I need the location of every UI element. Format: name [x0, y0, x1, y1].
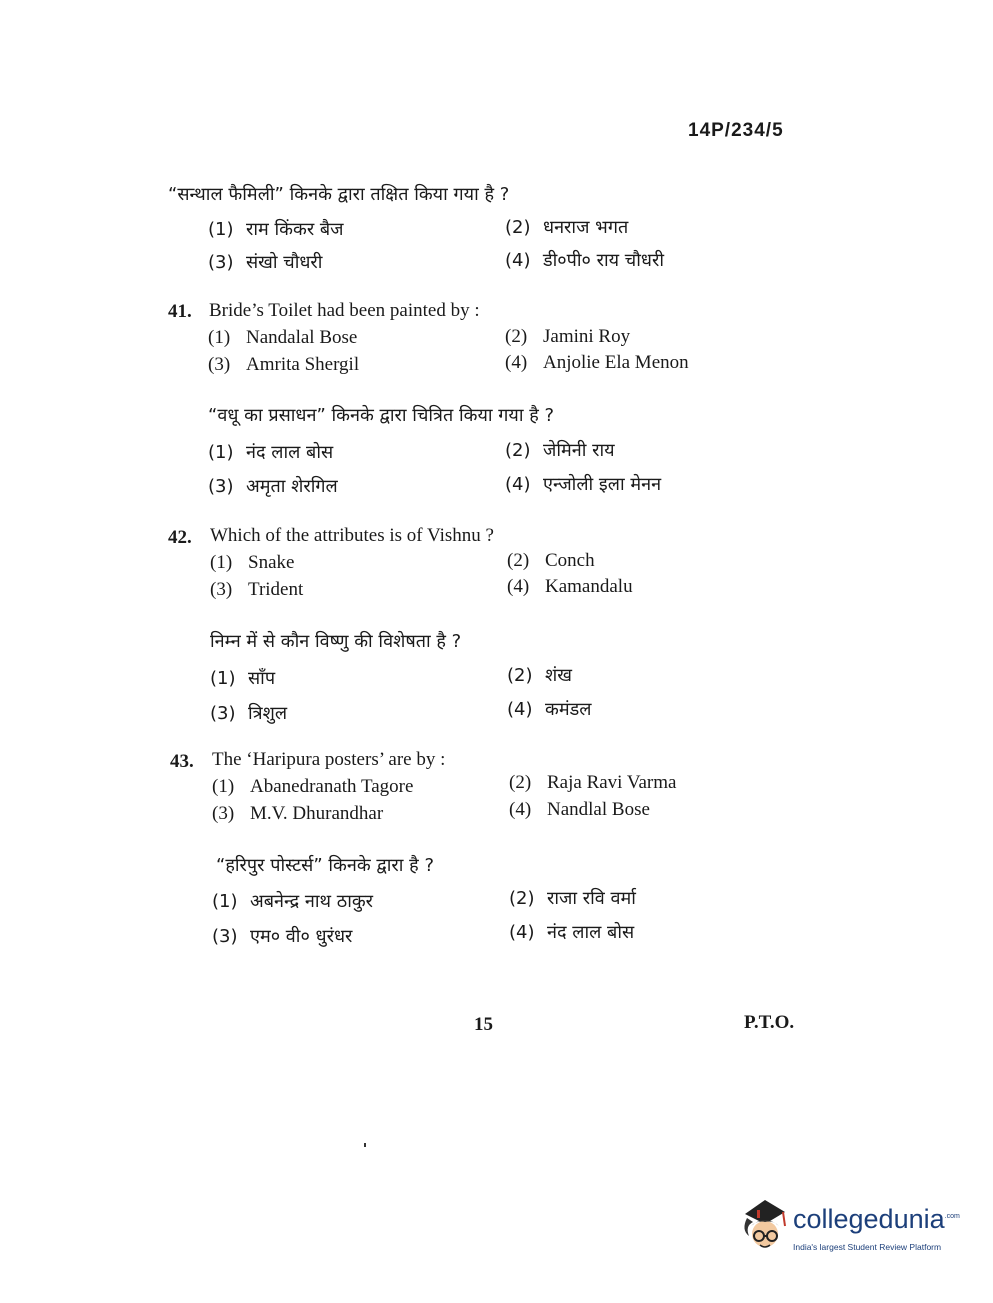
q40-hindi-question: “सन्थाल फैमिली” किनके द्वारा तक्षित किया गया है ? [168, 184, 510, 205]
q41-option-3: (3) Amrita Shergil [208, 354, 360, 375]
q42-option-1: (1) Snake [210, 552, 295, 573]
q41-hindi-option-2: (2) जेमिनी राय [505, 440, 615, 461]
q42-hindi-option-1: (1) साँप [210, 668, 276, 689]
pto-label: P.T.O. [744, 1012, 795, 1033]
paper-code: 14P/234/5 [688, 120, 784, 141]
q43-hindi-option-1: (1) अबनेन्द्र नाथ ठाकुर [212, 891, 374, 912]
q41-hindi-option-3: (3) अमृता शेरगिल [208, 476, 338, 497]
q43-question: The ‘Haripura posters’ are by : [212, 749, 446, 770]
q42-hindi-option-4: (4) कमंडल [507, 699, 592, 720]
q42-option-4: (4) Kamandalu [507, 576, 633, 597]
q43-number: 43. [170, 751, 194, 772]
q43-hindi-option-3: (3) एम० वी० धुरंधर [212, 926, 353, 947]
q41-option-4: (4) Anjolie Ela Menon [505, 352, 689, 373]
q42-hindi-question: निम्न में से कौन विष्णु की विशेषता है ? [210, 631, 462, 652]
q40-hindi-option-4: (4) डी०पी० राय चौधरी [505, 250, 664, 271]
q42-number: 42. [168, 527, 192, 548]
page-number: 15 [474, 1014, 493, 1035]
q42-question: Which of the attributes is of Vishnu ? [210, 525, 494, 546]
q41-number: 41. [168, 301, 192, 322]
q41-hindi-option-1: (1) नंद लाल बोस [208, 442, 334, 463]
q41-question: Bride’s Toilet had been painted by : [209, 300, 480, 321]
scan-speck [364, 1143, 366, 1147]
q43-hindi-option-4: (4) नंद लाल बोस [509, 922, 635, 943]
q41-option-1: (1) Nandalal Bose [208, 327, 358, 348]
brand-tagline: India's largest Student Review Platform [793, 1242, 942, 1252]
q40-hindi-option-1: (1) राम किंकर बैज [208, 219, 344, 240]
q43-option-2: (2) Raja Ravi Varma [509, 772, 677, 793]
q41-hindi-option-4: (4) एन्जोली इला मेनन [505, 474, 662, 495]
q42-hindi-option-3: (3) त्रिशुल [210, 703, 288, 724]
q42-option-3: (3) Trident [210, 579, 304, 600]
q42-option-2: (2) Conch [507, 550, 595, 571]
brand-suffix: .com [944, 1213, 960, 1220]
q43-option-1: (1) Abanedranath Tagore [212, 776, 414, 797]
q40-hindi-option-2: (2) धनराज भगत [505, 217, 629, 238]
q41-option-2: (2) Jamini Roy [505, 326, 631, 347]
q43-hindi-option-2: (2) राजा रवि वर्मा [509, 888, 636, 909]
q41-hindi-question: “वधू का प्रसाधन” किनके द्वारा चित्रित किया गया है ? [208, 405, 555, 426]
brand-name: collegedunia [793, 1204, 945, 1234]
collegedunia-logo [735, 1196, 965, 1260]
q40-hindi-option-3: (3) संखो चौधरी [208, 252, 323, 273]
q43-hindi-question: “हरिपुर पोस्टर्स” किनके द्वारा है ? [216, 855, 435, 876]
mascot-icon [735, 1196, 793, 1260]
q43-option-4: (4) Nandlal Bose [509, 799, 650, 820]
q42-hindi-option-2: (2) शंख [507, 665, 572, 686]
q43-option-3: (3) M.V. Dhurandhar [212, 803, 384, 824]
